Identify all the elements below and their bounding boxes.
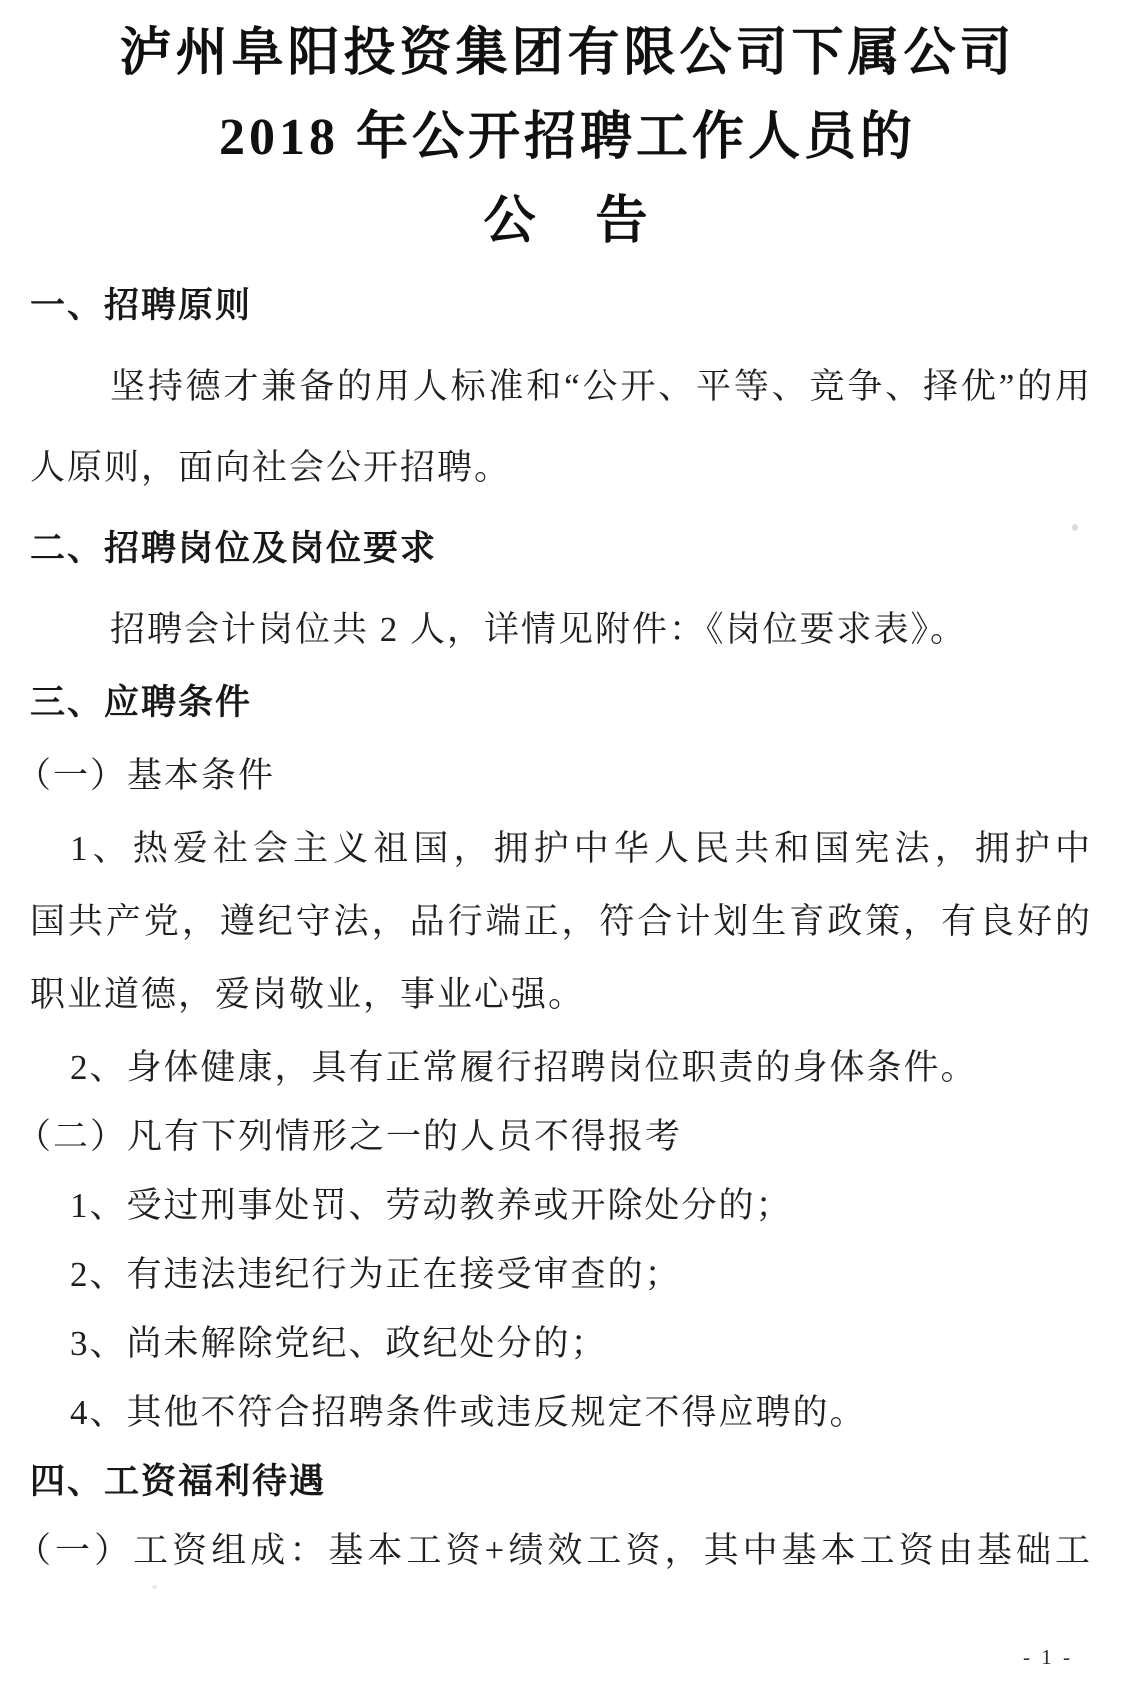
paragraph-positions: 招聘会计岗位共 2 人，详情见附件：《岗位要求表》。	[110, 610, 968, 649]
document-title	[0, 0, 1135, 264]
paragraph-principles-line-2: 人原则，面向社会公开招聘。	[30, 448, 512, 487]
list-item-disqualification-2: 2、有违法违纪行为正在接受审查的；	[70, 1255, 682, 1294]
paragraph-condition-2: 2、身体健康，具有正常履行招聘岗位职责的身体条件。	[70, 1048, 978, 1087]
paragraph-salary-composition: （一）工资组成：基本工资+绩效工资，其中基本工资由基础工	[16, 1531, 1090, 1570]
document-body	[0, 269, 1135, 1587]
section-heading-recruitment-principles: 一、招聘原则	[30, 286, 253, 325]
scan-speck	[1072, 524, 1078, 531]
title-line-year-recruitment: 2018 年公开招聘工作人员的	[218, 109, 916, 166]
paragraph-principles-line-1: 坚持德才兼备的用人标准和“公开、平等、竞争、择优”的用	[110, 367, 1090, 406]
title-line-company: 泸州阜阳投资集团有限公司下属公司	[119, 25, 1016, 82]
list-item-disqualification-3: 3、尚未解除党纪、政纪处分的；	[70, 1324, 608, 1363]
scan-speck	[152, 1585, 157, 1589]
paragraph-condition-1-line-3: 职业道德，爱岗敬业，事业心强。	[30, 975, 586, 1014]
paragraph-condition-1-line-1: 1、热爱社会主义祖国，拥护中华人民共和国宪法，拥护中	[70, 829, 1090, 868]
list-item-disqualification-4: 4、其他不符合招聘条件或违反规定不得应聘的。	[70, 1393, 867, 1432]
section-heading-conditions: 三、应聘条件	[30, 683, 253, 722]
subsection-basic-conditions: （一）基本条件	[16, 756, 276, 795]
title-line-announcement: 公 告	[483, 193, 652, 250]
list-item-disqualification-1: 1、受过刑事处罚、劳动教养或开除处分的；	[70, 1186, 793, 1225]
section-heading-salary-benefits: 四、工资福利待遇	[30, 1462, 327, 1501]
paragraph-condition-1-line-2: 国共产党，遵纪守法，品行端正，符合计划生育政策，有良好的	[30, 902, 1090, 941]
subsection-disqualifications: （二）凡有下列情形之一的人员不得报考	[16, 1117, 683, 1156]
section-heading-positions: 二、招聘岗位及岗位要求	[30, 529, 438, 568]
page-number: - 1 -	[1023, 1645, 1073, 1669]
